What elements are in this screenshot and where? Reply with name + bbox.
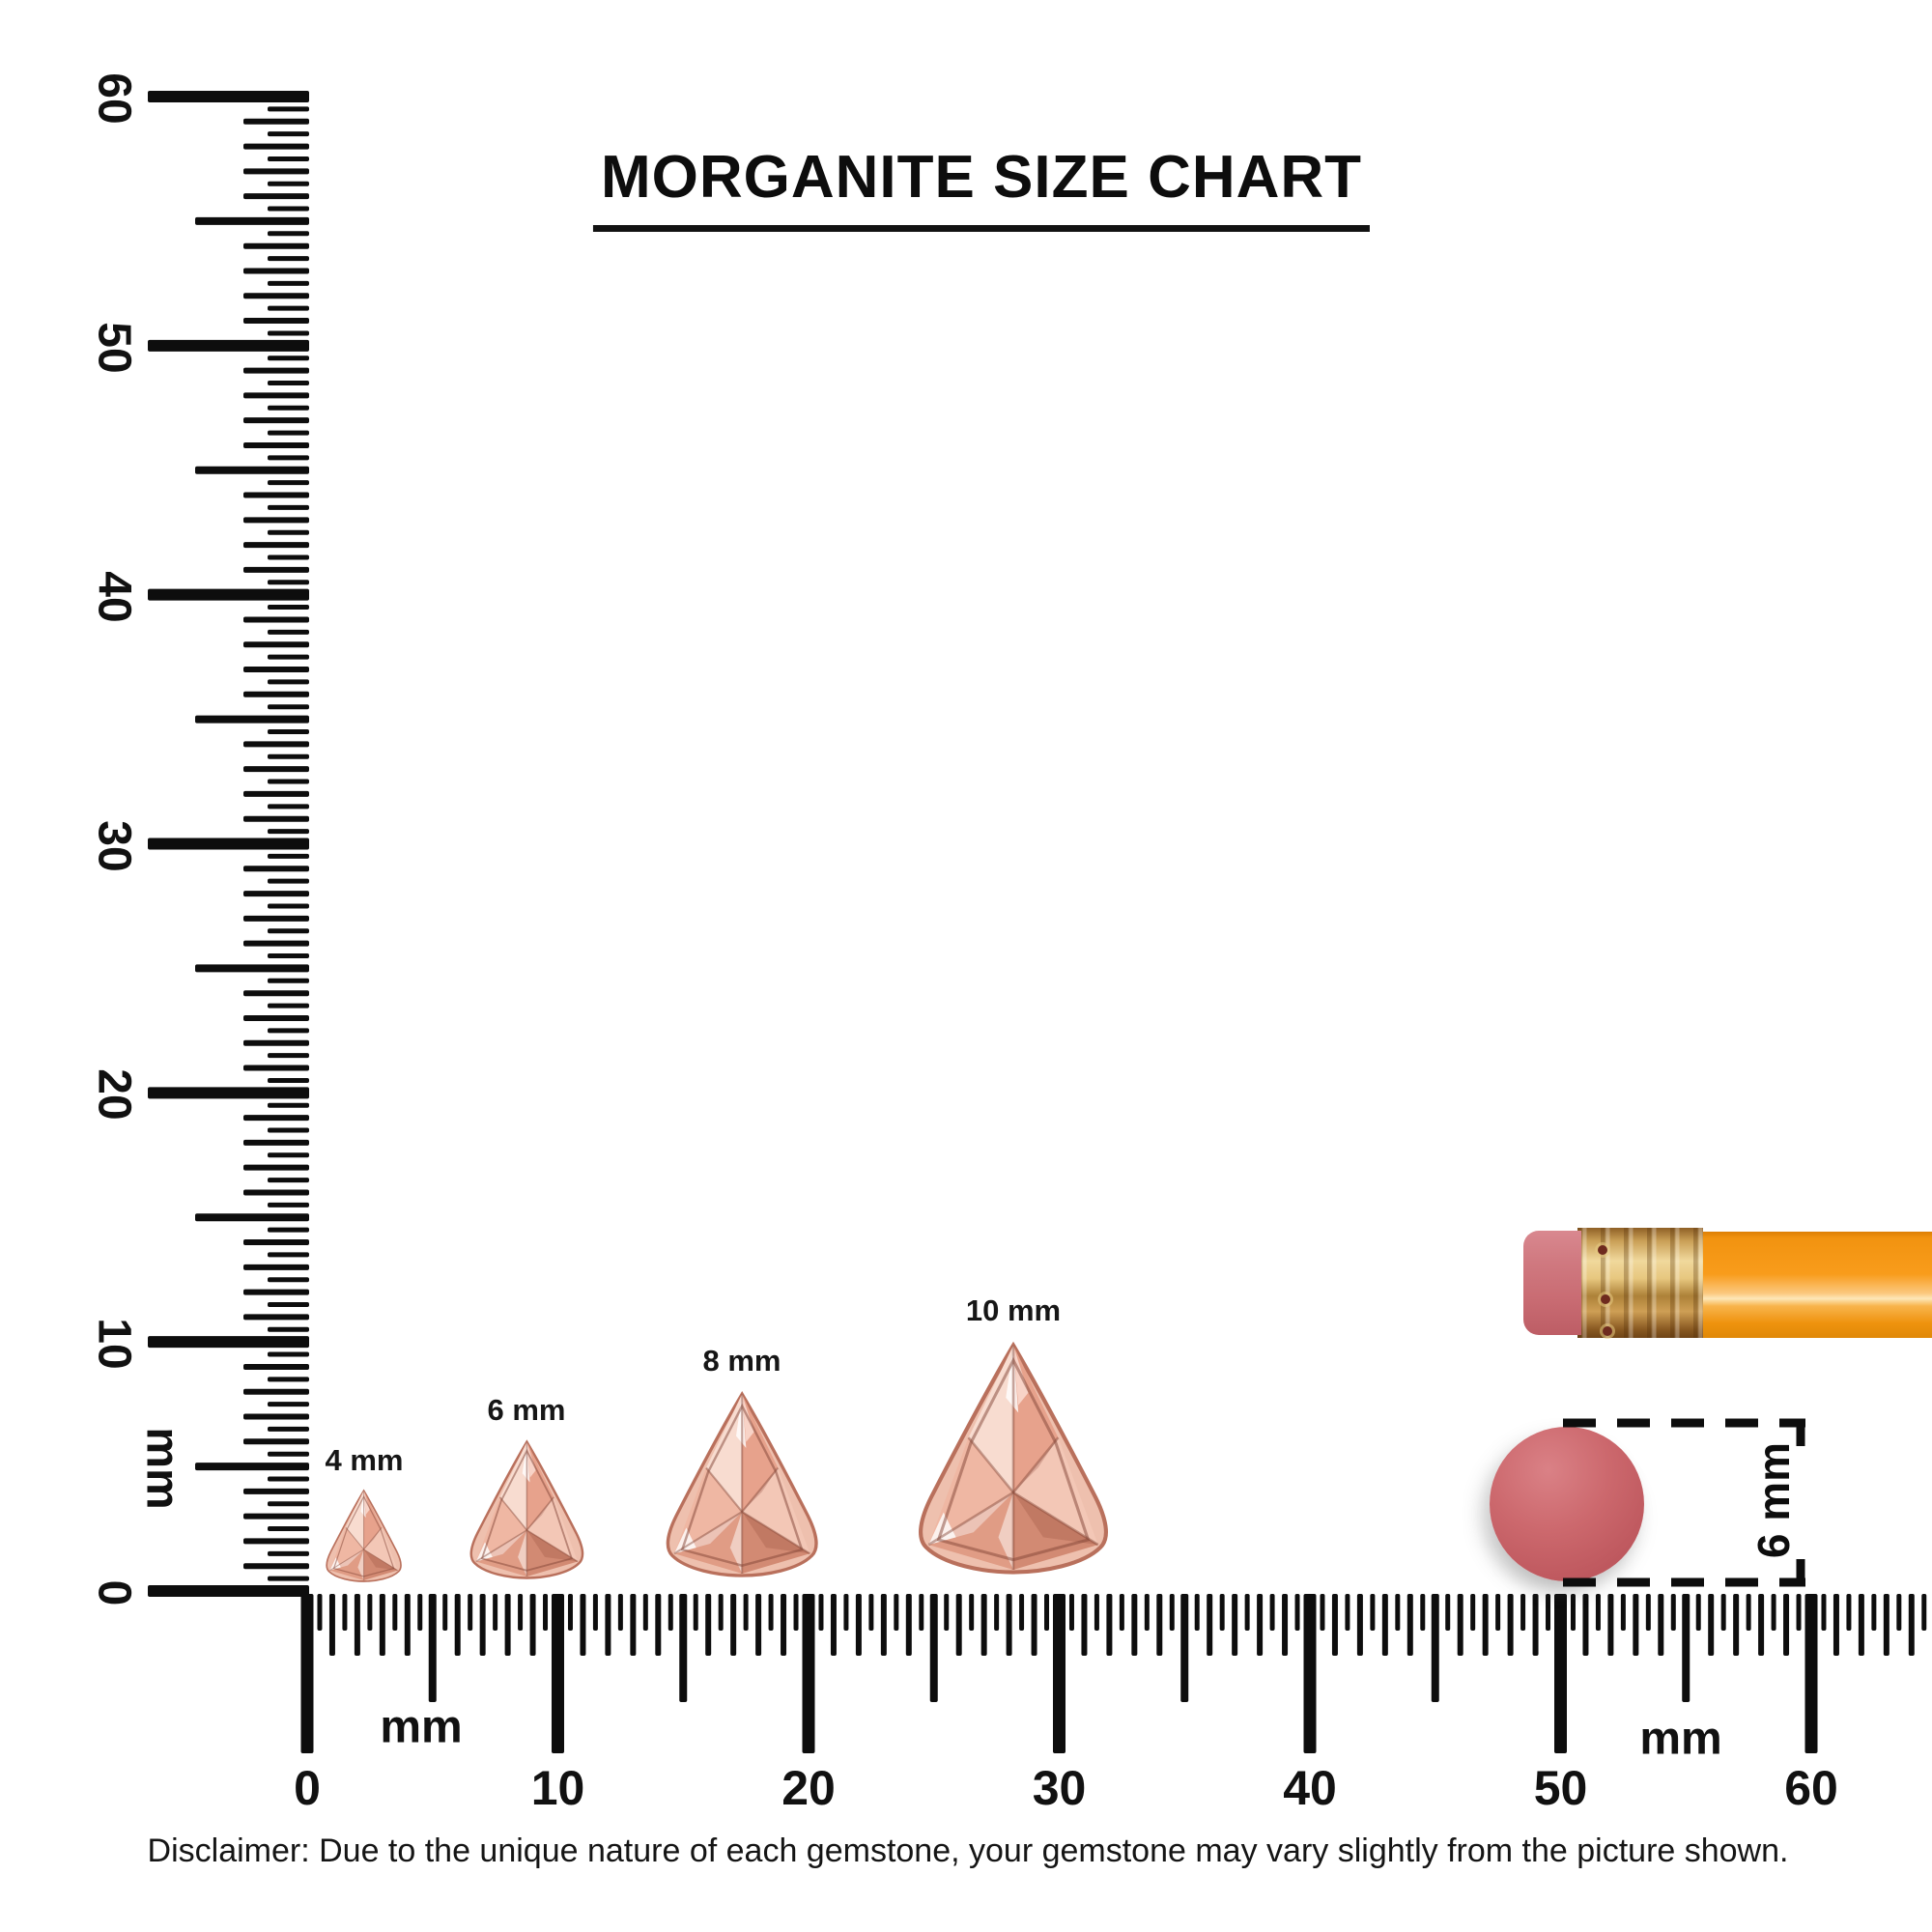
- disclaimer-text: Disclaimer: Due to the unique nature of each gemstone, your gemstone may vary slightly from the picture shown.: [147, 1833, 1789, 1869]
- page-title: MORGANITE SIZE CHART: [593, 143, 1370, 232]
- vertical-ruler-label-50: 50: [88, 322, 140, 374]
- horizontal-ruler-label-60: 60: [1784, 1761, 1838, 1815]
- vertical-ruler-label-20: 20: [88, 1068, 140, 1122]
- vertical-ruler-label-0: 0: [88, 1579, 140, 1606]
- horizontal-ruler-unit-label-left: mm: [380, 1701, 463, 1753]
- vertical-ruler-label-30: 30: [88, 819, 140, 872]
- vertical-ruler-label-40: 40: [88, 570, 140, 623]
- vertical-ruler-unit-label: mm: [136, 1427, 188, 1510]
- eraser-dimension-label: 6 mm: [1748, 1441, 1799, 1559]
- gem-label-10mm: 10 mm: [965, 1293, 1062, 1327]
- vertical-ruler-label-60: 60: [88, 72, 140, 125]
- gem-label-6mm: 6 mm: [487, 1393, 566, 1428]
- horizontal-ruler-unit-label-right: mm: [1639, 1713, 1722, 1765]
- horizontal-ruler-label-40: 40: [1283, 1761, 1337, 1815]
- horizontal-ruler-label-10: 10: [530, 1761, 585, 1815]
- horizontal-ruler-label-50: 50: [1533, 1761, 1588, 1815]
- horizontal-ruler-label-30: 30: [1032, 1761, 1087, 1815]
- gem-label-4mm: 4 mm: [325, 1442, 404, 1477]
- vertical-ruler-label-10: 10: [88, 1318, 140, 1370]
- horizontal-ruler-label-20: 20: [781, 1761, 836, 1815]
- gem-label-8mm: 8 mm: [702, 1343, 781, 1378]
- horizontal-ruler-label-0: 0: [294, 1761, 321, 1815]
